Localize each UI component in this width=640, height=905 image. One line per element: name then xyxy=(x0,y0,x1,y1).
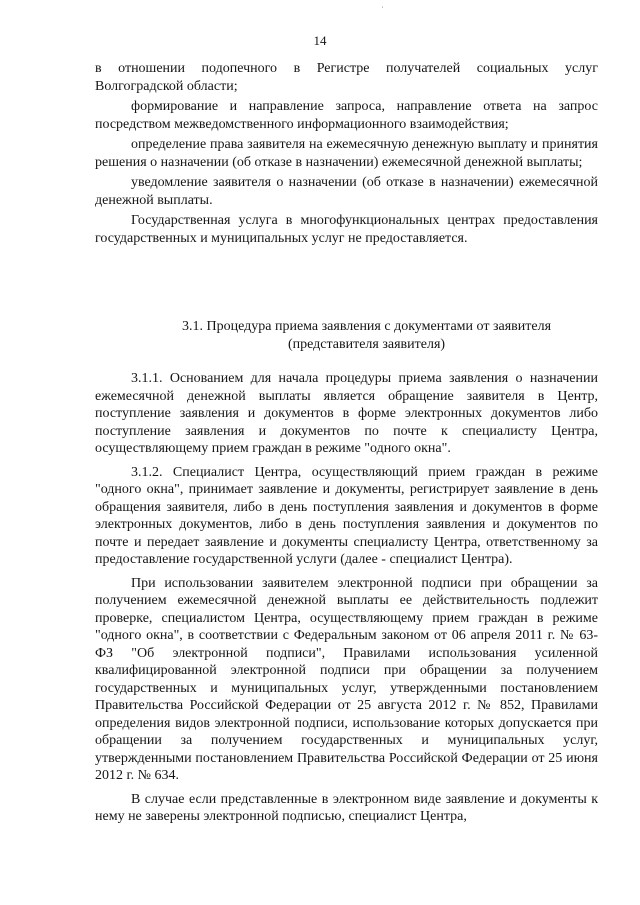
section-heading xyxy=(95,318,598,353)
paragraph-3-1-2: 3.1.2. Специалист Центра, осуществляющий прием граждан в режиме "одного окна", принимает заявление и документы, регистрирует заявление в день обращения заявителя, либо в день поступления заявления и документов в форме электронных документов, либо в день поступления заявления и документов по почте и передает заявление и документы специалисту Центра, ответственному за предоставление государственной услуги (далее - специалист Центра). xyxy=(95,464,598,567)
paragraph-3-1-1: 3.1.1. Основанием для начала процедуры приема заявления о назначении ежемесячной денежной выплаты является обращение заявителя в Центр, поступление заявления и документов в форме электронных документов либо поступление заявления и документов по почте к специалисту Центра, осуществляющему прием граждан в режиме "одного окна". xyxy=(95,371,598,456)
paragraph-registry: в отношении подопечного в Регистре получателей социальных услуг Волгоградской области; xyxy=(95,61,598,94)
paragraph-decision: определение права заявителя на ежемесячную денежную выплату и принятия решения о назначении (об отказе в назначении) ежемесячной денежной выплаты; xyxy=(95,137,598,170)
paragraph-mfc: Государственная услуга в многофункциональных центрах предоставления государственных и муниципальных услуг не предоставляется. xyxy=(95,213,598,246)
paragraph-unsigned-documents: В случае если представленные в электронном виде заявление и документы к нему не заверены электронной подписью, специалист Центра, xyxy=(95,791,598,824)
paragraph-request: формирование и направление запроса, направление ответа на запрос посредством межведомственного информационного взаимодействия; xyxy=(95,99,598,132)
top-paragraphs xyxy=(95,60,598,247)
page-number: 14 xyxy=(313,33,327,48)
section-heading-line1: 3.1. Процедура приема заявления с документами от заявителя xyxy=(181,319,552,334)
section-heading-line2: (представителя заявителя) xyxy=(287,336,446,352)
scan-speck: ˙ xyxy=(381,5,384,14)
body-paragraphs xyxy=(95,370,598,826)
paragraph-electronic-signature: При использовании заявителем электронной подписи при обращении за получением ежемесячной денежной выплаты ее действительность подлежит проверке, специалистом Центра, осуществляющему прием граждан в режиме "одного окна", в соответствии с Федеральным законом от 06 апреля 2011 г. № 63-ФЗ "Об электронной подписи", Правилами использования усиленной квалифицированной электронной подписи при обращении за получением государственных и муниципальных услуг, утвержденными постановлением Правительства Российской Федерации от 25 августа 2012 г. № 852, Правилами определения видов электронной подписи, использование которых допускается при обращении за получением государственных и муниципальных услуг, утвержденными постановлением Правительства Российской Федерации от 25 июня 2012 г. № 634. xyxy=(95,575,598,783)
paragraph-notification: уведомление заявителя о назначении (об отказе в назначении) ежемесячной денежной выплаты. xyxy=(95,175,598,208)
